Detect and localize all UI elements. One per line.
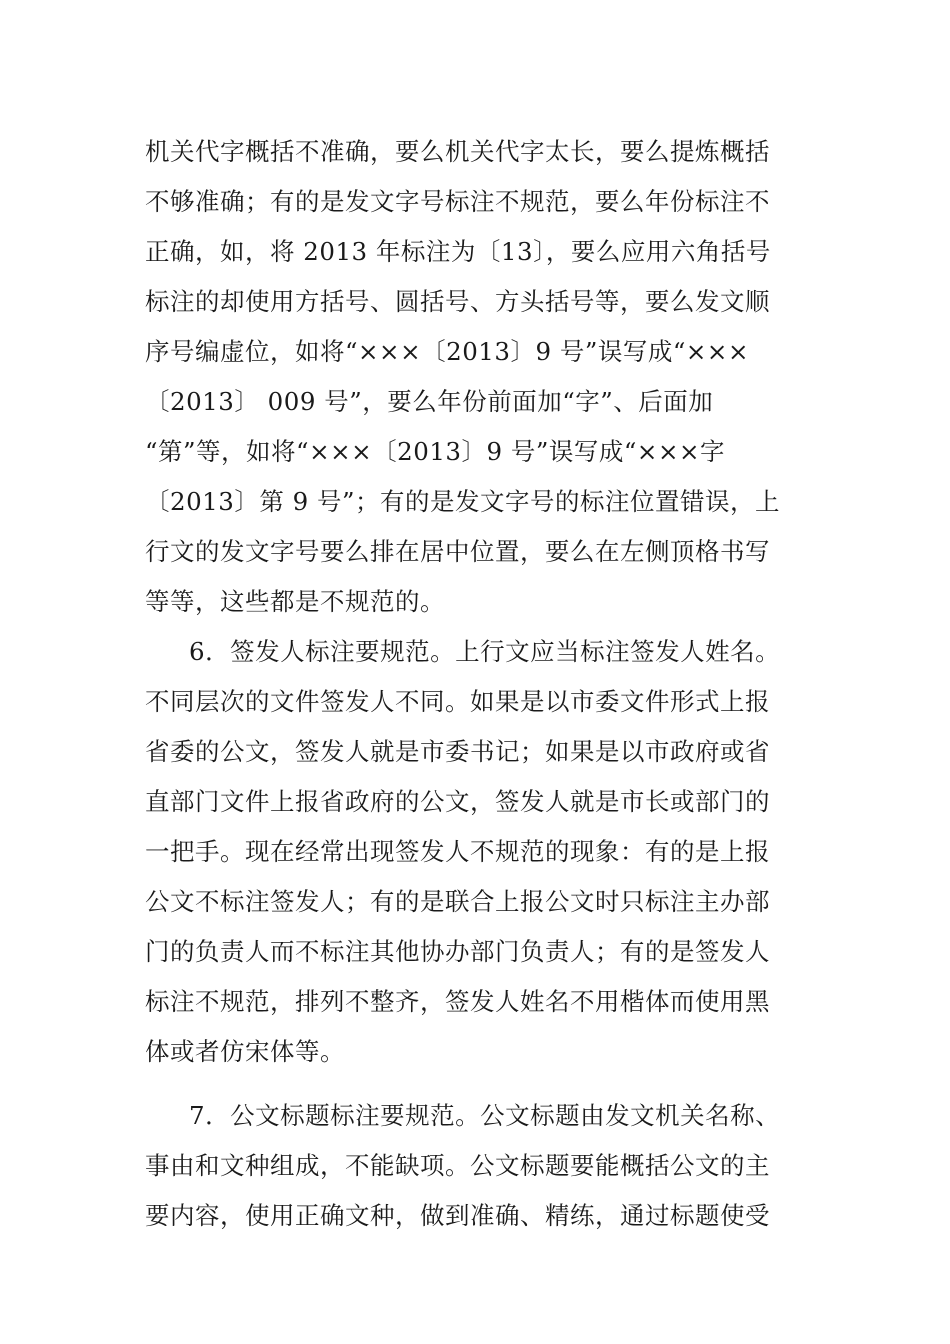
text-line: 机关代字概括不准确，要么机关代字太长，要么提炼概括 bbox=[145, 137, 770, 166]
text-line: 公文不标注签发人；有的是联合上报公文时只标注主办部 bbox=[145, 887, 770, 916]
document-body bbox=[145, 127, 810, 1241]
paragraph-2 bbox=[145, 627, 810, 1077]
text-line: 体或者仿宋体等。 bbox=[145, 1037, 345, 1066]
paragraph-spacer bbox=[145, 1077, 810, 1091]
text-line: 正确，如，将 2013 年标注为〔13〕，要么应用六角括号 bbox=[145, 237, 771, 266]
text-line: 等等，这些都是不规范的。 bbox=[145, 587, 445, 616]
text-line: 〔2013〕第 9 号”；有的是发文字号的标注位置错误，上 bbox=[145, 487, 781, 516]
text-line: 〔2013〕 009 号”，要么年份前面加“字”、后面加 bbox=[145, 387, 714, 416]
text-line: 一把手。现在经常出现签发人不规范的现象：有的是上报 bbox=[145, 837, 770, 866]
text-line: 标注不规范，排列不整齐，签发人姓名不用楷体而使用黑 bbox=[145, 987, 770, 1016]
text-line: “第”等，如将“×××〔2013〕9 号”误写成“×××字 bbox=[145, 437, 726, 466]
text-line: 省委的公文，签发人就是市委书记；如果是以市政府或省 bbox=[145, 737, 770, 766]
text-line: 门的负责人而不标注其他协办部门负责人；有的是签发人 bbox=[145, 937, 770, 966]
text-line: 行文的发文字号要么排在居中位置，要么在左侧顶格书写 bbox=[145, 537, 770, 566]
paragraph-1 bbox=[145, 127, 810, 627]
text-line: 7．公文标题标注要规范。公文标题由发文机关名称、 bbox=[189, 1101, 781, 1130]
text-line: 6．签发人标注要规范。上行文应当标注签发人姓名。 bbox=[189, 637, 781, 666]
text-line: 事由和文种组成，不能缺项。公文标题要能概括公文的主 bbox=[145, 1151, 770, 1180]
text-line: 标注的却使用方括号、圆括号、方头括号等，要么发文顺 bbox=[145, 287, 770, 316]
text-line: 不够准确；有的是发文字号标注不规范，要么年份标注不 bbox=[145, 187, 770, 216]
text-line: 序号编虚位，如将“×××〔2013〕9 号”误写成“××× bbox=[145, 337, 749, 366]
text-line: 直部门文件上报省政府的公文，签发人就是市长或部门的 bbox=[145, 787, 770, 816]
text-line: 要内容，使用正确文种，做到准确、精练，通过标题使受 bbox=[145, 1201, 770, 1230]
text-line: 不同层次的文件签发人不同。如果是以市委文件形式上报 bbox=[145, 687, 770, 716]
paragraph-3 bbox=[145, 1091, 810, 1241]
